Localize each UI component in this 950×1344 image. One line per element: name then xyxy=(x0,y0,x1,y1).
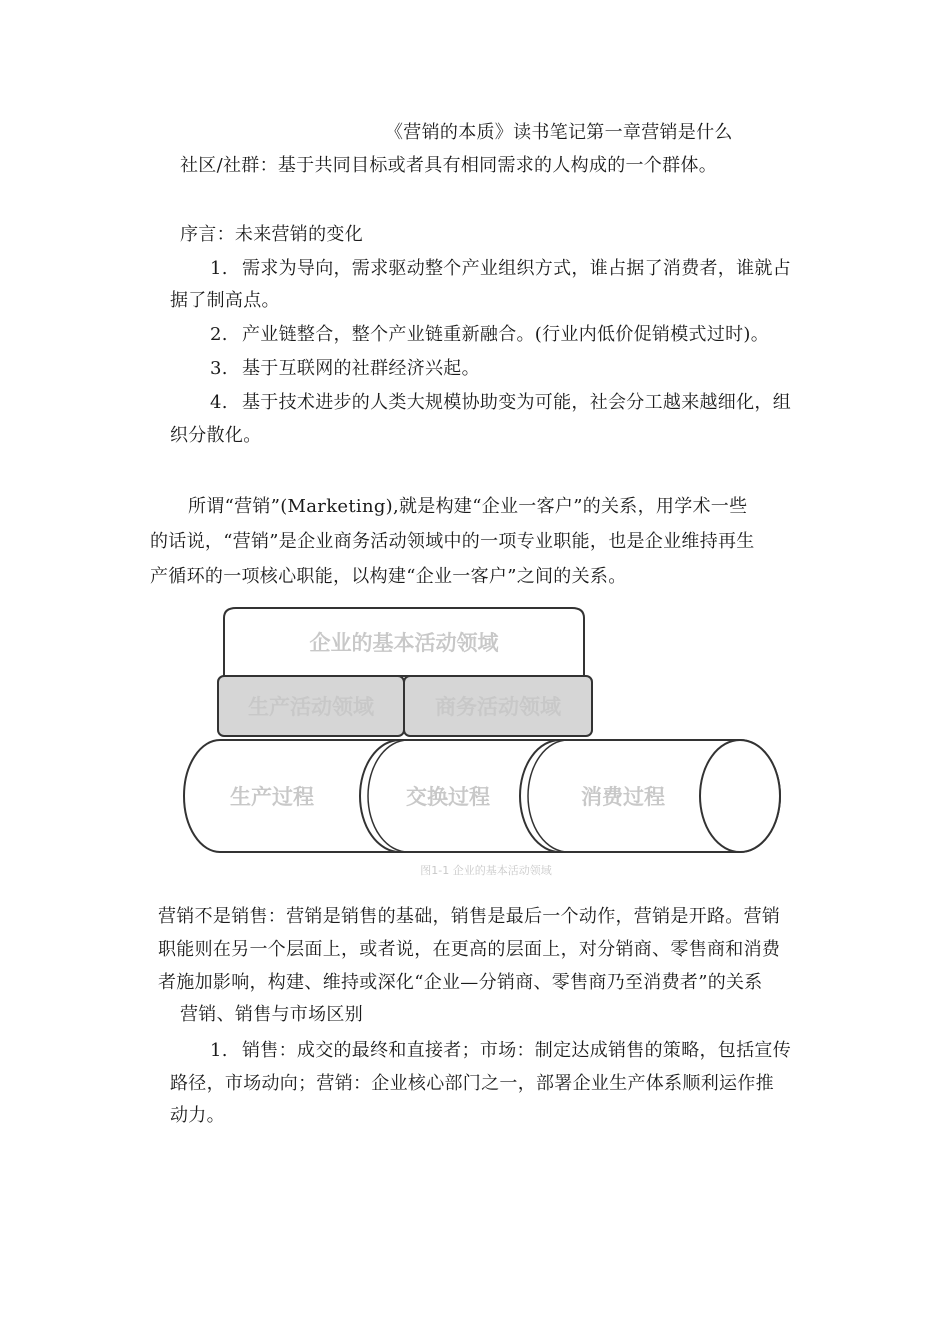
mid-right-label: 商务活动领域 xyxy=(435,695,561,719)
item-number: 1. xyxy=(210,258,228,279)
marketing-paragraph-line: 所谓“营销”(Marketing),就是构建“企业一客户”的关系，用学术一些 xyxy=(188,496,748,517)
mid-left-label: 生产活动领域 xyxy=(248,695,374,719)
item-number: 4. xyxy=(210,392,228,413)
business-activity-diagram xyxy=(180,604,790,884)
community-definition: 社区/社群：基于共同目标或者具有相同需求的人构成的一个群体。 xyxy=(180,155,718,176)
marketing-paragraph-line: 的话说，“营销”是企业商务活动领域中的一项专业职能，也是企业维持再生 xyxy=(150,531,755,552)
sales-paragraph-line: 营销不是销售：营销是销售的基础，销售是最后一个动作，营销是开路。营销 xyxy=(158,906,781,927)
sales-paragraph-line: 职能则在另一个层面上，或者说，在更高的层面上，对分销商、零售商和消费 xyxy=(158,939,781,960)
sales-paragraph-line: 者施加影响，构建、维持或深化“企业—分销商、零售商乃至消费者”的关系 xyxy=(158,972,763,993)
item-number: 1. xyxy=(210,1040,228,1061)
difference-heading: 营销、销售与市场区别 xyxy=(180,1004,363,1025)
difference-item-1-cont: 动力。 xyxy=(170,1105,225,1126)
item-number: 3. xyxy=(210,358,228,379)
cylinder-1-label: 生产过程 xyxy=(230,785,314,809)
difference-item-1 xyxy=(210,1038,791,1064)
cylinder-2-label: 交换过程 xyxy=(406,785,490,809)
preface-item-4-cont: 织分散化。 xyxy=(170,425,262,446)
top-box-label: 企业的基本活动领域 xyxy=(309,631,499,655)
document-title: 《营销的本质》读书笔记第一章营销是什么 xyxy=(385,122,733,143)
preface-item-2 xyxy=(210,322,769,348)
item-number: 2. xyxy=(210,324,228,345)
item-text: 基于技术进步的人类大规模协助变为可能，社会分工越来越细化，组 xyxy=(242,392,791,413)
preface-item-4 xyxy=(210,390,791,416)
preface-item-1 xyxy=(210,256,791,282)
item-text: 产业链整合，整个产业链重新融合。(行业内低价促销模式过时)。 xyxy=(242,324,770,345)
item-text: 销售：成交的最终和直接者；市场：制定达成销售的策略，包括宣传 xyxy=(242,1040,791,1061)
preface-heading: 序言：未来营销的变化 xyxy=(180,224,363,245)
difference-item-1-cont: 路径，市场动向；营销：企业核心部门之一，部署企业生产体系顺利运作推 xyxy=(170,1073,774,1094)
item-text: 需求为导向，需求驱动整个产业组织方式，谁占据了消费者，谁就占 xyxy=(242,258,791,279)
cylinder-3-label: 消费过程 xyxy=(581,785,665,809)
preface-item-3 xyxy=(210,356,480,382)
figure-caption: 图1-1 企业的基本活动领域 xyxy=(420,864,552,877)
item-text: 基于互联网的社群经济兴起。 xyxy=(242,358,480,379)
preface-item-1-cont: 据了制高点。 xyxy=(170,290,280,311)
cylinder-end xyxy=(700,740,780,852)
marketing-paragraph-line: 产循环的一项核心职能，以构建“企业一客户”之间的关系。 xyxy=(150,566,627,587)
